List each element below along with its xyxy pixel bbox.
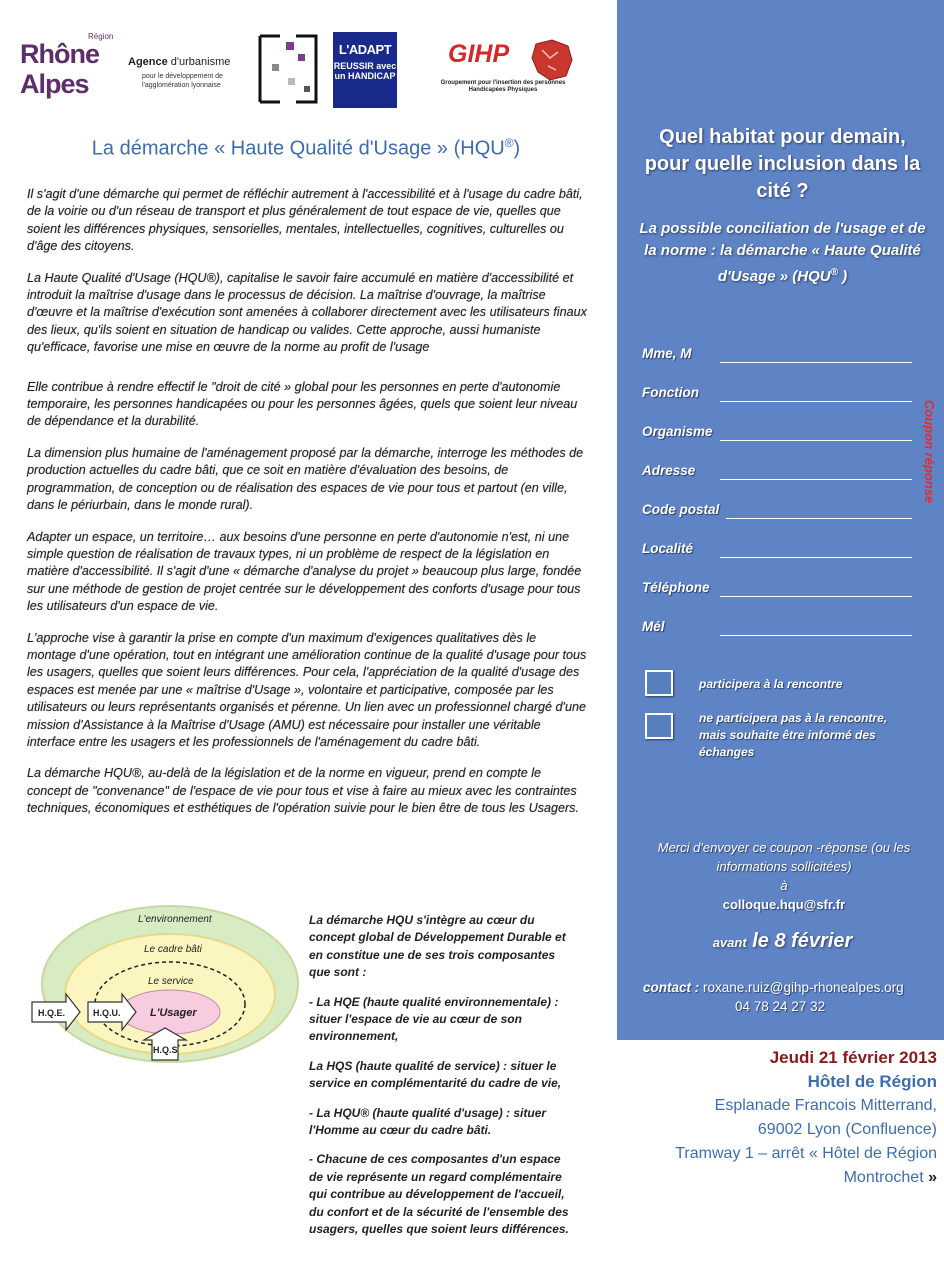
checkbox-ne-participera[interactable] bbox=[645, 713, 673, 739]
map-region-icon bbox=[528, 38, 576, 82]
hqu-paragraph: - La HQE (haute qualité environnementale) : situer l'espace de vie au cœur de son environnement, bbox=[309, 994, 559, 1044]
hqu-explanation bbox=[309, 912, 569, 1251]
field-line[interactable] bbox=[720, 401, 912, 402]
diagram-label-cadre: Le cadre bâti bbox=[144, 944, 202, 955]
paragraph: La dimension plus humaine de l'aménagement proposé par la démarche, interroge les méthodes de production actuelles du cadre bâti, que ce soit en matière d'évaluation des besoins, de programmation, de conception ou de réalisation des espaces de vie pour tous et partout (en ville, dans le périurbain, dans le monde rural). bbox=[27, 445, 584, 513]
field-localite[interactable] bbox=[642, 541, 912, 563]
event-address-line: Esplanade Francois Mitterrand, bbox=[714, 1097, 937, 1114]
paragraph: La Haute Qualité d'Usage (HQU®), capitalise le savoir faire accumulé en matière d'accessibilité et introduit la maîtrise d'usage dans le processus de décision. La maîtrise d'ouvrage, la maîtrise d'œuvre et la maîtrise d'exécution sont amenées à collaborer directement avec les utilisateurs finaux des lieux, qu'ils soient en situation de handicap ou valides. Cette approche, aussi humaniste qu'efficace, favorise une mise en œuvre de la norme au profit de l'usage bbox=[27, 270, 587, 355]
diagram-arrow-hqu: H.Q.U. bbox=[93, 1008, 121, 1018]
logo-adapt bbox=[333, 32, 397, 108]
hqu-paragraph: La HQS (haute qualité de service) : situer le service en complémentarité du cadre de vie, bbox=[309, 1058, 562, 1091]
deadline: avant le 8 février bbox=[712, 930, 853, 952]
field-line[interactable] bbox=[720, 557, 912, 558]
logo-rhone-alpes bbox=[20, 32, 112, 102]
send-to-label: à bbox=[780, 878, 788, 893]
field-line[interactable] bbox=[726, 518, 912, 519]
hqu-paragraph: La démarche HQU s'intègre au cœur du concept global de Développement Durable et en constitue une de ses trois composantes que sont : bbox=[309, 913, 566, 980]
right-column bbox=[617, 0, 944, 1280]
logo-gihp-title: GIHP bbox=[448, 40, 510, 68]
coupon-side-label: Coupon réponse bbox=[922, 400, 937, 504]
contact-phone: 04 78 24 27 32 bbox=[735, 999, 826, 1014]
logo-rhone-line1: Rhône bbox=[20, 39, 99, 69]
coupon-subtitle: La possible conciliation de l'usage et de la norme : la démarche « Haute Qualité d'Usage » (HQU® ) bbox=[639, 220, 926, 285]
field-telephone[interactable] bbox=[642, 580, 912, 602]
logo-adapt-subtitle: REUSSIR avec un HANDICAP bbox=[333, 61, 397, 81]
coupon-panel bbox=[617, 0, 944, 1040]
logo-agence-urbanisme bbox=[128, 34, 323, 104]
field-line[interactable] bbox=[720, 635, 912, 636]
field-adresse[interactable] bbox=[642, 463, 912, 485]
logo-gihp bbox=[428, 38, 588, 108]
label-ne-participera: ne participera pas à la rencontre, mais souhaite être informé des échanges bbox=[699, 711, 888, 759]
contact-label: contact : bbox=[643, 980, 700, 995]
contact-info bbox=[643, 978, 933, 1016]
event-info bbox=[617, 1046, 937, 1190]
logo-bar bbox=[20, 28, 590, 110]
diagram-label-environnement: L'environnement bbox=[138, 914, 212, 925]
event-date: Jeudi 21 février 2013 bbox=[769, 1048, 937, 1067]
paragraph: La démarche HQU®, au-delà de la législation et de la norme en vigueur, prend en compte le concept de "convenance" de l'espace de vie pour tous et vise à faire au mieux avec les contraintes techniques, économiques et esthétiques de l'opération suivie pour le bien être de tous les Usagers. bbox=[27, 766, 579, 816]
field-line[interactable] bbox=[720, 596, 912, 597]
field-line[interactable] bbox=[720, 362, 912, 363]
field-line[interactable] bbox=[720, 479, 912, 480]
agence-mark-icon bbox=[258, 34, 320, 104]
logo-agence-title: Agence d'urbanisme bbox=[128, 56, 231, 68]
paragraph: Adapter un espace, un territoire… aux besoins d'une personne en perte d'autonomie n'est, ni une simple question de réalisation de travaux types, ni un problème de respect de la législation en matière d'accessibilité. Il s'agit d'une « démarche d'analyse du projet » beaucoup plus large, fondée sur une méthode de gestion de projet centrée sur le développement des conforts d'usage pour tous les utilisateurs d'un espace de vie. bbox=[27, 529, 582, 614]
hqu-paragraph: - La HQU® (haute qualité d'usage) : situer l'Homme au cœur du cadre bâti. bbox=[309, 1105, 547, 1138]
field-label: Organisme bbox=[642, 424, 713, 439]
event-address-line: 69002 Lyon (Confluence) bbox=[757, 1121, 937, 1138]
diagram-arrow-hqe: H.Q.E. bbox=[38, 1008, 66, 1018]
paragraph: L'approche vise à garantir la prise en compte d'un maximum d'exigences qualitatives dès le montage d'une opération, tout en intégrant une amélioration continue de la qualité d'usage pour tous les usagers, quelles que soient leurs différences. Pour cela, l'appréciation de la qualité d'usage des espaces est menée par une « maîtrise d'Usage », volontaire et participative, composée par les utilisateurs ou leurs représentants organisés et pérenne. Un lien avec un professionnel chargé d'une mission d'Assistance à la Maîtrise d'Usage (AMU) est nécessaire pour installer une véritable interface entre les usagers et les professionnels de l'aménagement du cadre bâti. bbox=[27, 630, 587, 749]
field-label: Téléphone bbox=[642, 580, 710, 595]
field-label: Mél bbox=[642, 619, 665, 634]
logo-rhone-line2: Alpes bbox=[20, 69, 89, 99]
send-instructions-text: Merci d'envoyer ce coupon -réponse (ou les informations sollicitées) bbox=[657, 840, 911, 874]
paragraph: Il s'agit d'une démarche qui permet de réfléchir autrement à l'accessibilité et à l'usage du cadre bâti, de la voirie ou d'un réseau de transport et plus généralement de tout espace de vie, quelles que soient les différences physiques, sensorielles, mentales, intellectuelles, cognitives, culturelles ou d'âge des citoyens. bbox=[27, 187, 583, 254]
body-text bbox=[27, 186, 587, 832]
diagram-arrow-hqs: H.Q.S bbox=[153, 1045, 178, 1055]
checkbox-participera[interactable] bbox=[645, 670, 673, 696]
event-address-line: Montrochet » bbox=[843, 1169, 937, 1186]
logo-rhone-region: Région bbox=[88, 32, 114, 41]
field-label: Localité bbox=[642, 541, 694, 556]
field-fonction[interactable] bbox=[642, 385, 912, 407]
field-label: Fonction bbox=[642, 385, 699, 400]
field-code-postal[interactable] bbox=[642, 502, 912, 524]
diagram-label-service: Le service bbox=[148, 976, 194, 987]
diagram-label-usager: L'Usager bbox=[150, 1007, 197, 1019]
event-venue: Hôtel de Région bbox=[807, 1072, 937, 1091]
contact-email-link[interactable]: roxane.ruiz@gihp-rhonealpes.org bbox=[699, 980, 904, 995]
coupon-title: Quel habitat pour demain, pour quelle inclusion dans la cité ? bbox=[644, 126, 921, 202]
field-mel[interactable] bbox=[642, 619, 912, 641]
hqu-paragraph: - Chacune de ces composantes d'un espace de vie représente un regard complémentaire qui contribue au développement de l'accueil, du confort et de la sécurité de l'ensemble des usagers, quelles que soient leurs différences. bbox=[309, 1152, 569, 1237]
send-email-link[interactable]: colloque.hqu@sfr.fr bbox=[722, 897, 846, 912]
field-line[interactable] bbox=[720, 440, 912, 441]
field-label: Code postal bbox=[642, 502, 720, 517]
logo-adapt-title: L'ADAPT bbox=[338, 42, 392, 57]
page-title: La démarche « Haute Qualité d'Usage » (HQU®) bbox=[91, 136, 521, 160]
event-address-line: Tramway 1 – arrêt « Hôtel de Région bbox=[675, 1145, 937, 1162]
field-mme[interactable] bbox=[642, 346, 912, 368]
send-instructions bbox=[639, 838, 929, 914]
field-label: Adresse bbox=[642, 463, 696, 478]
label-participera: participera à la rencontre bbox=[699, 677, 843, 691]
hqu-diagram bbox=[30, 900, 302, 1065]
field-organisme[interactable] bbox=[642, 424, 912, 446]
logo-agence-subtitle: pour le développement de l'agglomération lyonnaise bbox=[142, 73, 223, 89]
field-label: Mme, M bbox=[642, 346, 692, 361]
logo-gihp-subtitle: Groupement pour l'insertion des personnes Handicapées Physiques bbox=[440, 80, 566, 93]
paragraph: Elle contribue à rendre effectif le "droit de cité » global pour les personnes en perte d'autonomie temporaire, les personnes handicapées ou pour les personnes âgées, quels que soient leur niveau de dépendance et la durabilité. bbox=[27, 379, 578, 429]
